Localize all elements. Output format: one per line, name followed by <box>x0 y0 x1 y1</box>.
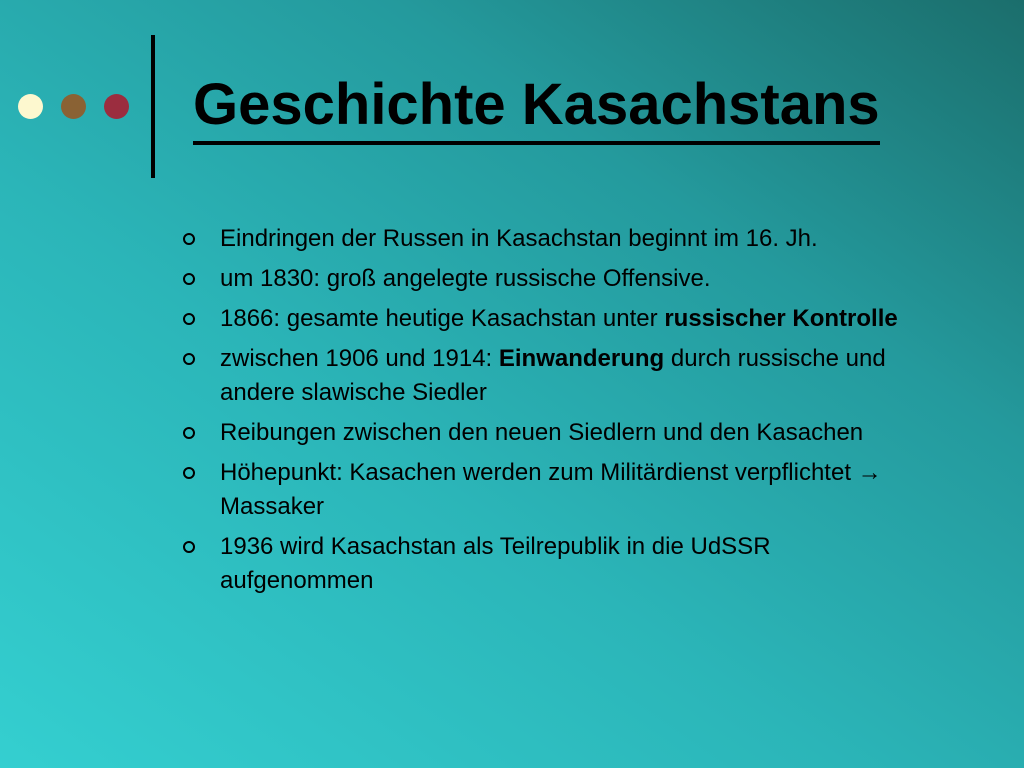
title-divider <box>151 35 155 178</box>
bullet-circle-icon <box>183 467 195 479</box>
bullet-item <box>180 222 930 256</box>
bullet-item <box>180 302 930 336</box>
bullet-item <box>180 456 930 524</box>
bullet-circle-icon <box>183 427 195 439</box>
bullet-text: Reibungen zwischen den neuen Siedlern und den Kasachen <box>220 419 864 446</box>
bullet-item <box>180 342 930 410</box>
bullet-text-continued: Massaker <box>220 493 325 520</box>
brown-dot-icon <box>61 94 86 119</box>
cream-dot-icon <box>18 94 43 119</box>
bullet-text: 1866: gesamte heutige Kasachstan unter <box>220 305 665 332</box>
bullet-emphasis: russischer Kontrolle <box>664 305 898 332</box>
bullet-item <box>180 416 930 450</box>
maroon-dot-icon <box>104 94 129 119</box>
bullet-circle-icon <box>183 273 195 285</box>
bullet-text: um 1830: groß angelegte russische Offensive. <box>220 265 711 292</box>
bullet-text: Eindringen der Russen in Kasachstan beginnt im 16. Jh. <box>220 225 818 252</box>
bullet-list <box>180 222 930 604</box>
bullet-emphasis: Einwanderung <box>498 345 665 372</box>
bullet-text: 1936 wird Kasachstan als Teilrepublik in die UdSSR aufgenommen <box>220 533 771 594</box>
bullet-circle-icon <box>183 353 195 365</box>
slide-title: Geschichte Kasachstans <box>193 72 880 145</box>
bullet-circle-icon <box>183 541 195 553</box>
right-arrow-icon: → <box>857 459 882 486</box>
bullet-text: zwischen 1906 und 1914: <box>220 345 499 372</box>
bullet-item <box>180 530 930 598</box>
bullet-item <box>180 262 930 296</box>
bullet-text: Höhepunkt: Kasachen werden zum Militärdienst verpflichtet <box>220 459 858 486</box>
bullet-circle-icon <box>183 233 195 245</box>
bullet-circle-icon <box>183 313 195 325</box>
bullet-text-continued: durch russische und andere slawische Siedler <box>220 345 886 406</box>
decorative-dots <box>18 94 129 119</box>
